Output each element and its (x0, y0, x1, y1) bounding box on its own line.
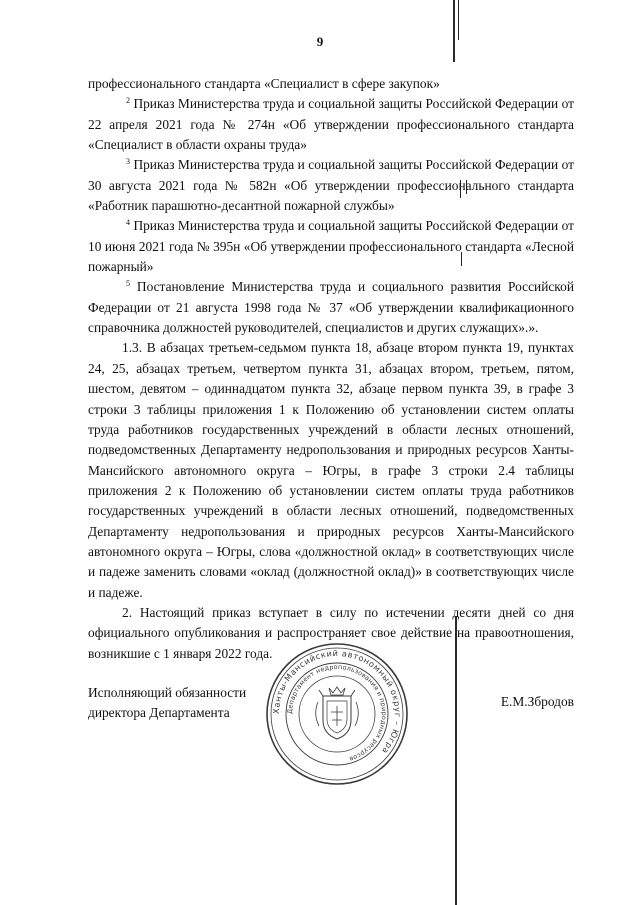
footnote-marker: 4 (126, 218, 130, 228)
footnote (88, 94, 574, 155)
paragraph: 2. Настоящий приказ вступает в силу по истечении десяти дней со дня официального опубликования и распространяет свое действие на правоотношения, возникшие с 1 января 2022 года. (88, 604, 574, 661)
signer-name: Е.М.Збродов (500, 694, 574, 709)
scan-artifact-line (453, 0, 455, 62)
footnote (88, 277, 574, 338)
footnote-text: Приказ Министерства труда и социальной защиты Российской Федерации от 22 апреля 2021 года № 274н «Об утверждении профессионального стандарта «Специалист в области охраны труда» (88, 96, 574, 153)
seal-outer-text-path: Ханты-Мансийский автономный округ – Югра (270, 647, 404, 757)
page-number: 9 (316, 34, 324, 49)
footnote-marker: 5 (126, 279, 130, 289)
continuation-text: профессионального стандарта «Специалист в сфере закупок» (88, 76, 440, 91)
footnote-text: Приказ Министерства труда и социальной защиты Российской Федерации от 10 июня 2021 года № 395н «Об утверждении профессионального стандарта «Лесной пожарный» (88, 218, 574, 275)
document-body (88, 74, 574, 664)
signer-title (88, 683, 246, 724)
footnote (88, 155, 574, 216)
footnote-marker: 2 (126, 96, 130, 106)
signer-title-line: Исполняющий обязанности (88, 685, 247, 700)
official-seal (263, 640, 411, 788)
seal-inner-text-path: Департамент недропользования и природных ресурсов (285, 662, 389, 764)
paragraph: 1.3. В абзацах третьем-седьмом пункта 18, абзаце втором пункта 19, пунктах 24, 25, абзацах третьем, четвертом пункта 31, абзацах втором, третьем, пятом, шестом, девятом – одиннадцатом пункта 32, абзаце первом пункта 39, в графе 3 строки 3 таблицы приложения 1 к Положению об установлении систем оплаты труда работников государственных учреждений в области лесных отношений, подведомственных Департаменту недропользования и природных ресурсов Ханты-Мансийского автономного округа – Югры, в графе 3 строки 2.4 таблицы приложения 2 к Положению об установлении систем оплаты труда работников государственных учреждений в области лесных отношений, подведомственных Департаменту недропользования и природных ресурсов Ханты-Мансийского автономного округа – Югры, слова «должностной оклад» в соответствующих числе и падеже заменить словами «оклад (должностной оклад)» в соответствующих числе и падеже. (88, 340, 574, 600)
signer-title-line: директора Департамента (88, 705, 230, 721)
footnote-text: Приказ Министерства труда и социальной защиты Российской Федерации от 30 августа 2021 года № 582н «Об утверждении профессионального стандарта «Работник парашютно-десантной пожарной службы» (88, 157, 574, 214)
footnote-text: Постановление Министерства труда и социального развития Российской Федерации от 21 августа 1998 года № 37 «Об утверждении квалификационного справочника должностей руководителей, специалистов и других служащих».». (88, 279, 574, 336)
footnote-marker: 3 (126, 157, 130, 167)
footnote (88, 216, 574, 277)
coat-of-arms-emblem (316, 687, 359, 739)
